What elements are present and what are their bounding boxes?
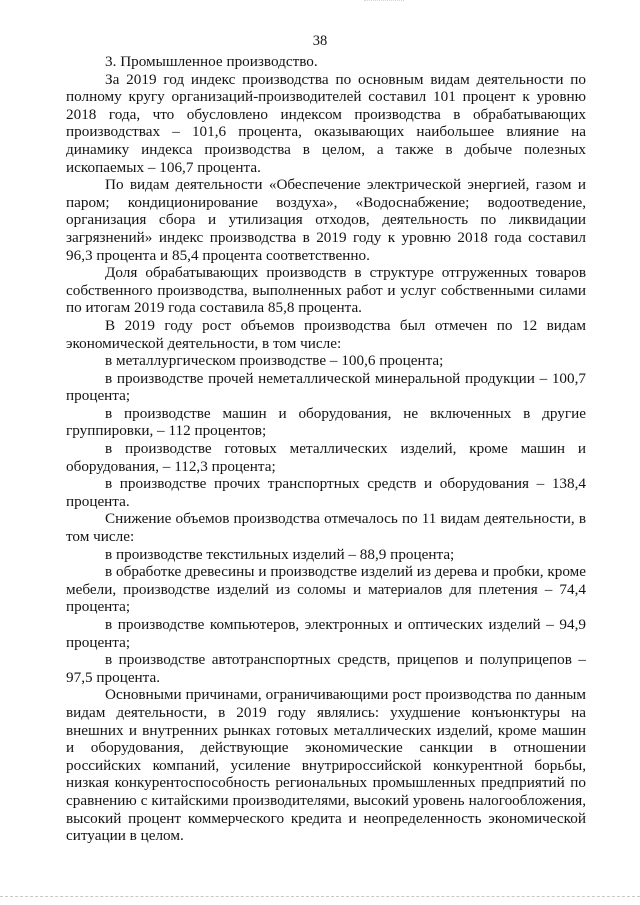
document-body — [66, 53, 586, 845]
list-item: в производстве машин и оборудования, не включенных в другие группировки, – 112 процентов; — [66, 404, 586, 440]
list-item: в производстве компьютеров, электронных и оптических изделий – 94,9 процента; — [66, 616, 586, 651]
page-number: 38 — [312, 33, 328, 49]
paragraph: Основными причинами, ограничивающими рост производства по данным видам деятельности, в 2019 году являлись: ухудшение конъюнктуры на внешних и внутренних рынках готовых металлических изделий, кроме машин и оборудования, действующие экономические санкции в отношении российских компаний, усиление внутрироссийской конкурентной борьбы, низкая конкурентоспособность региональных промышленных предприятий по сравнению с китайскими производителями, высокий уровень налогообложения, высокий процент коммерческого кредита и неопределенность экономической ситуации в целом. — [66, 686, 586, 845]
scan-edge-line — [0, 896, 640, 897]
paragraph: Снижение объемов производства отмечалось по 11 видам деятельности, в том числе: — [66, 510, 586, 546]
paragraph: За 2019 год индекс производства по основным видам деятельности по полному кругу организаций-производителей составил 101 процент к уровню 2018 года, что обусловлено индексом производства в обрабатывающих производствах – 101,6 процента, оказывающих наибольшее влияние на динамику индекса производства в целом, а также в добыче полезных ископаемых – 106,7 процента. — [66, 70, 586, 176]
list-item: в производстве автотранспортных средств, прицепов и полуприцепов – 97,5 процента. — [66, 651, 586, 686]
list-item: в обработке древесины и производстве изделий из дерева и пробки, кроме мебели, производстве изделий из соломы и материалов для плетения – 74,4 процента; — [66, 563, 586, 616]
list-item: в производстве текстильных изделий – 88,9 процента; — [105, 545, 455, 563]
list-item: в производстве прочей неметаллической минеральной продукции – 100,7 процента; — [66, 369, 586, 405]
paragraph: В 2019 году рост объемов производства был отмечен по 12 видам экономической деятельности, в том числе: — [66, 316, 586, 352]
paragraph: Доля обрабатывающих производств в структуре отгруженных товаров собственного производства, выполненных работ и услуг собственными силами по итогам 2019 года составила 85,8 процента. — [66, 264, 586, 317]
list-item: в производстве прочих транспортных средств и оборудования – 138,4 процента. — [66, 475, 586, 510]
paragraph: По видам деятельности «Обеспечение электрической энергией, газом и паром; кондиционирование воздуха», «Водоснабжение; водоотведение, организация сбора и утилизация отходов, деятельность по ликвидации загрязнений» индекс производства в 2019 году к уровню 2018 года составил 96,3 процента и 85,4 процента соответственно. — [66, 176, 586, 264]
list-item: в производстве готовых металлических изделий, кроме машин и оборудования, – 112,3 процента; — [66, 440, 586, 475]
section-heading: 3. Промышленное производство. — [105, 53, 318, 70]
scan-mark — [364, 0, 404, 13]
list-item: в металлургическом производстве – 100,6 процента; — [105, 352, 444, 370]
